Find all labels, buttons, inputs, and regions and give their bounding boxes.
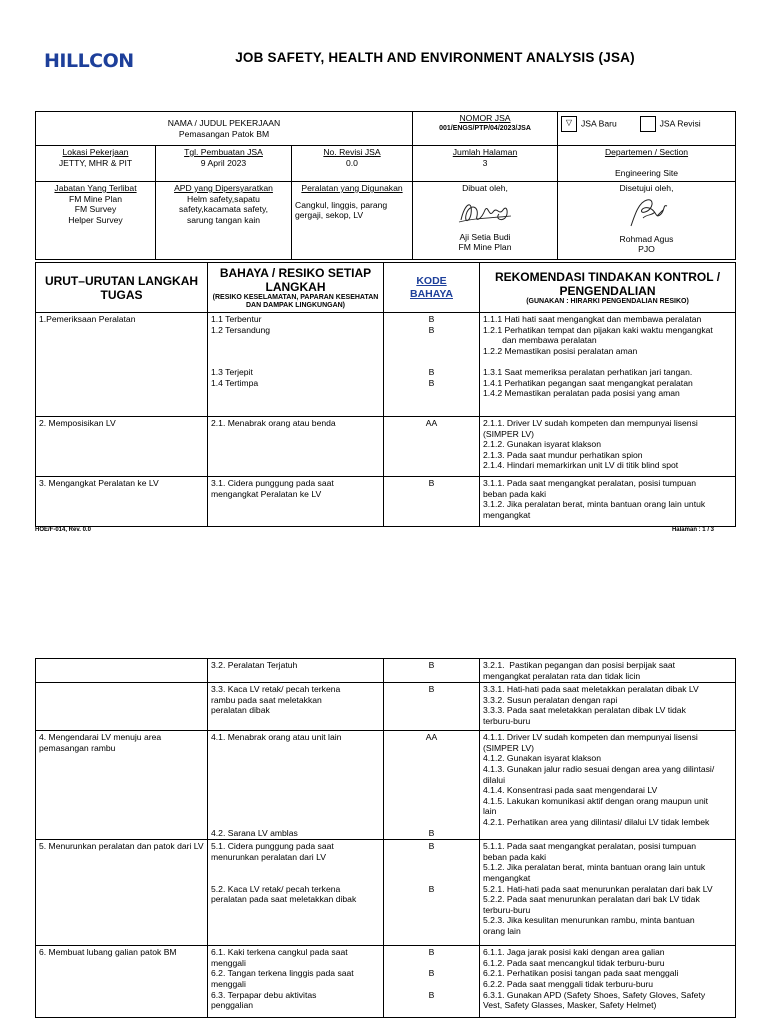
- control-text: 4.1.3. Gunakan jalur radio sesuai dengan area yang dilintasi/: [483, 763, 715, 774]
- prepared-by-cell: [413, 182, 558, 260]
- hazard-code: B: [428, 827, 435, 838]
- control-cell: [480, 659, 736, 683]
- hazard-code: [387, 817, 476, 828]
- hazard-code: B: [428, 841, 435, 852]
- document-title: JOB SAFETY, HEALTH AND ENVIRONMENT ANALYSIS (JSA): [235, 50, 635, 65]
- control-text: 2.1.1. Driver LV sudah kompeten dan mempunyai lisensi: [483, 418, 698, 428]
- approved-by-role: PJO: [638, 244, 655, 255]
- jsa-number-cell: [413, 112, 558, 146]
- header-controls: [480, 263, 736, 313]
- code-cell: [384, 417, 480, 477]
- hazard-text: [211, 785, 380, 796]
- hazard-code: [387, 346, 476, 357]
- control-text: 2.1.4. Hindari memarkirkan unit LV di titik blind spot: [483, 460, 679, 471]
- control-text: 3.3.2. Susun peralatan dengan rapi: [483, 694, 618, 705]
- header-steps: [36, 263, 208, 313]
- hazard-code: B: [428, 314, 435, 324]
- hazard-text: 3.2. Peralatan Terjatuh: [211, 660, 298, 670]
- prepared-signature: [455, 196, 515, 230]
- jsa-row: [36, 477, 736, 527]
- jsa-row: [36, 946, 736, 1018]
- ppe-cell: [156, 182, 292, 260]
- hazard-code: B: [428, 947, 435, 958]
- equipment-label: Peralatan yang Digunakan: [301, 183, 403, 193]
- hazard-text: [211, 764, 380, 775]
- approved-signature: [617, 196, 677, 232]
- info-table: [35, 111, 736, 260]
- roles-cell: [36, 182, 156, 260]
- hazard-text: 2.1. Menabrak orang atau benda: [211, 418, 336, 428]
- department-value: Engineering Site: [614, 167, 679, 178]
- step-cell: [36, 840, 208, 946]
- hazard-code: B: [428, 684, 435, 695]
- control-text: 6.2.1. Perhatikan posisi tangan pada saat menggali: [483, 968, 679, 979]
- control-text: 6.1.1. Jaga jarak posisi kaki dengan area galian: [483, 947, 665, 958]
- hazard-code: [387, 743, 476, 754]
- hazard-cell: [208, 659, 384, 683]
- control-text: 3.2.1. Pastikan pegangan dan posisi berpijak saat: [483, 660, 676, 670]
- control-text: 5.1.1. Pada saat mengangkat peralatan, posisi tumpuan: [483, 841, 697, 852]
- control-text: beban pada kaki: [483, 851, 547, 862]
- hazard-code: B: [428, 968, 435, 979]
- hazard-cell: [208, 946, 384, 1018]
- footer-page-number: Halaman : 1 / 3: [671, 527, 714, 533]
- footer-form-code: HOE/F-014, Rev. 0.0: [35, 527, 91, 533]
- control-text: 6.1.2. Pada saat mencangkul tidak terburu-buru: [483, 957, 665, 968]
- hazard-code: [387, 356, 476, 367]
- control-text: 1.4.2 Memastikan peralatan pada posisi yang aman: [483, 388, 680, 399]
- hazard-cell: [208, 417, 384, 477]
- hazard-text: 1.3 Terjepit: [211, 366, 253, 377]
- hazard-text: [211, 806, 380, 817]
- step-cell: [36, 946, 208, 1018]
- prepared-by-role: FM Mine Plan: [458, 242, 512, 253]
- control-text: 3.3.1. Hati-hati pada saat meletakkan peralatan dibak LV: [483, 684, 699, 695]
- hazard-text: 6.1. Kaki terkena cangkul pada saat: [211, 947, 348, 958]
- control-text: 3.1.2. Jika peralatan berat, minta bantuan orang lain untuk: [483, 499, 706, 510]
- revision-label: No. Revisi JSA: [323, 147, 381, 157]
- control-text: dan membawa peralatan: [483, 335, 597, 346]
- step-cell: [36, 659, 208, 683]
- pages-label: Jumlah Halaman: [452, 147, 518, 157]
- hazard-text: [211, 346, 380, 357]
- hazard-code: [387, 764, 476, 775]
- approved-by-cell: [558, 182, 736, 260]
- ppe-item: Helm safety,sapatu: [187, 193, 260, 204]
- control-text: 5.2.2. Pada saat menurunkan peralatan dari bak LV tidak: [483, 894, 700, 905]
- hazard-text: 4.2. Sarana LV amblas: [211, 827, 298, 838]
- hazard-text: menggali: [211, 957, 246, 968]
- hazard-text: 6.2. Tangan terkena linggis pada saat: [211, 968, 354, 979]
- hazard-text: [211, 335, 380, 346]
- hazard-code: B: [428, 366, 435, 377]
- control-cell: [480, 731, 736, 840]
- control-cell: [480, 313, 736, 417]
- hazard-code: B: [428, 989, 435, 1000]
- hazard-text: [211, 753, 380, 764]
- date-label: Tgl. Pembuatan JSA: [184, 147, 263, 157]
- control-cell: [480, 840, 736, 946]
- hazard-code: [387, 785, 476, 796]
- header-controls-subtext: (GUNAKAN : HIRARKI PENGENDALIAN RESIKO): [526, 297, 689, 305]
- jsa-row: [36, 840, 736, 946]
- control-text: 4.1.2. Gunakan isyarat klakson: [483, 753, 601, 764]
- hazard-text: rambu pada saat meletakkan: [211, 694, 322, 705]
- control-text: 1.1.1 Hati hati saat mengangkat dan membawa peralatan: [483, 314, 702, 324]
- control-text: terburu-buru: [483, 715, 531, 726]
- control-text: Vest, Safety Glasses, Masker, Safety Helmet): [483, 1000, 657, 1011]
- control-text: 1.4.1 Perhatikan pegangan saat mengangkat peralatan: [483, 377, 693, 388]
- role-item: FM Mine Plan: [68, 193, 122, 204]
- jsa-row: [36, 417, 736, 477]
- date-value: 9 April 2023: [200, 157, 247, 168]
- hazard-text: [211, 817, 380, 828]
- jsa-number-label: NOMOR JSA: [459, 113, 511, 123]
- prepared-by-name: Aji Setia Budi: [459, 231, 511, 242]
- hazard-text: 1.4 Tertimpa: [211, 377, 259, 388]
- hazard-text: peralatan dibak: [211, 705, 270, 716]
- hazard-code: B: [428, 324, 435, 335]
- jsa-number-value: 001/ENGS/PTP/04/2023/JSA: [439, 124, 531, 132]
- hazard-code: AA: [425, 418, 438, 428]
- jsa-revisi-checkbox[interactable]: [640, 116, 656, 132]
- equipment-item: Cangkul, linggis, parang: [295, 199, 388, 210]
- step-text: 2. Memposisikan LV: [39, 418, 116, 428]
- control-cell: [480, 946, 736, 1018]
- hazard-text: 6.3. Terpapar debu aktivitas: [211, 989, 317, 1000]
- control-cell: [480, 417, 736, 477]
- jsa-type-cell: [558, 112, 736, 146]
- step-cell: [36, 683, 208, 731]
- job-title-cell: [36, 112, 413, 146]
- hazard-code: B: [428, 883, 435, 894]
- control-text: 2.1.3. Pada saat mundur perhatikan spion: [483, 449, 643, 460]
- department-label: Departemen / Section: [604, 147, 689, 157]
- hazard-text: mengangkat Peralatan ke LV: [211, 488, 322, 499]
- hazard-code: [387, 862, 476, 873]
- jsa-row: [36, 731, 736, 840]
- hazard-code: B: [428, 660, 435, 670]
- equipment-item: gergaji, sekop, LV: [295, 210, 364, 221]
- step-text: 1.Pemeriksaan Peralatan: [39, 314, 136, 324]
- hazard-code: [387, 958, 476, 969]
- hazard-text: 3.1. Cidera punggung pada saat: [211, 478, 334, 488]
- hazard-text: 5.1. Cidera punggung pada saat: [211, 841, 334, 852]
- role-item: FM Survey: [74, 204, 117, 215]
- control-text: mengangkat: [483, 509, 531, 520]
- jsa-baru-label: JSA Baru: [581, 118, 617, 129]
- hazard-cell: [208, 840, 384, 946]
- hazard-text: 4.1. Menabrak orang atau unit lain: [211, 732, 342, 743]
- control-text: mengangkat peralatan rata dan tidak licin: [483, 670, 641, 681]
- hazard-text: menggali: [211, 978, 246, 989]
- company-logo: HILLCON: [44, 50, 134, 72]
- date-cell: [156, 146, 292, 182]
- control-text: 4.1.5. Lakukan komunikasi aktif dengan orang maupun unit: [483, 795, 709, 806]
- location-label: Lokasi Pekerjaan: [62, 147, 129, 157]
- control-text: 2.1.2. Gunakan isyarat klakson: [483, 439, 601, 450]
- pages-cell: [413, 146, 558, 182]
- job-title-label: NAMA / JUDUL PEKERJAAN: [167, 117, 281, 128]
- jsa-row: [36, 659, 736, 683]
- jsa-table-page1: [35, 262, 736, 527]
- control-text: 1.3.1 Saat memeriksa peralatan perhatikan jari tangan.: [483, 366, 693, 377]
- hazard-text: [211, 796, 380, 807]
- code-cell: [384, 731, 480, 840]
- control-text: 4.2.1. Perhatikan area yang dilintasi/ dilalui LV tidak lembek: [483, 816, 710, 827]
- hazard-code: [387, 979, 476, 990]
- header-code-text: KODE BAHAYA: [410, 274, 453, 300]
- hazard-cell: [208, 683, 384, 731]
- code-cell: [384, 840, 480, 946]
- jsa-row: [36, 313, 736, 417]
- control-text: 6.3.1. Gunakan APD (Safety Shoes, Safety Gloves, Safety: [483, 989, 706, 1000]
- hazard-code: [387, 775, 476, 786]
- prepared-by-label: Dibuat oleh,: [462, 183, 508, 193]
- code-cell: [384, 659, 480, 683]
- equipment-cell: [292, 182, 413, 260]
- header-steps-text: URUT–URUTAN LANGKAH TUGAS: [44, 273, 199, 302]
- revision-value: 0.0: [346, 157, 358, 168]
- step-cell: [36, 417, 208, 477]
- control-text: 3.1.1. Pada saat mengangkat peralatan, posisi tumpuan: [483, 478, 697, 488]
- control-text: 5.2.1. Hati-hati pada saat menurunkan peralatan dari bak LV: [483, 883, 713, 894]
- department-cell: [558, 146, 736, 182]
- control-text: dilalui: [483, 774, 505, 785]
- control-text: lain: [483, 806, 497, 817]
- header-hazards: [208, 263, 384, 313]
- hazard-code: AA: [425, 732, 438, 743]
- hazard-text: [211, 743, 380, 754]
- control-text: (SIMPER LV): [483, 742, 534, 753]
- jsa-baru-checkbox[interactable]: ▽: [561, 116, 577, 132]
- location-value: JETTY, MHR & PIT: [58, 157, 133, 168]
- hazard-text: [211, 873, 380, 884]
- hazard-cell: [208, 477, 384, 527]
- hazard-text: 5.2. Kaca LV retak/ pecah terkena: [211, 883, 341, 894]
- hazard-code: B: [428, 377, 435, 388]
- control-text: 4.1.4. Konsentrasi pada saat mengendarai LV: [483, 785, 658, 796]
- control-text: 1.2.1 Perhatikan tempat dan pijakan kaki waktu mengangkat: [483, 324, 713, 335]
- code-cell: [384, 683, 480, 731]
- control-text: 6.2.2. Pada saat menggali tidak terburu-buru: [483, 978, 654, 989]
- jsa-row: [36, 683, 736, 731]
- control-text: 5.1.2. Jika peralatan berat, minta bantuan orang lain untuk: [483, 862, 706, 873]
- hazard-cell: [208, 313, 384, 417]
- hazard-text: penggalian: [211, 1000, 254, 1011]
- control-cell: [480, 477, 736, 527]
- step-text: 5. Menurunkan peralatan dan patok dari LV: [39, 841, 204, 852]
- step-cell: [36, 731, 208, 840]
- ppe-item: safety,kacamata safety,: [179, 204, 268, 215]
- control-text: 3.3.3. Pada saat meletakkan peralatan dibak LV tidak: [483, 705, 686, 716]
- hazard-cell: [208, 731, 384, 840]
- jsa-table-page2: [35, 658, 736, 1018]
- role-item: Helper Survey: [68, 214, 123, 225]
- hazard-text: 1.1 Terbentur: [211, 314, 262, 324]
- hazard-code: [387, 335, 476, 346]
- roles-label: Jabatan Yang Terlibat: [54, 183, 137, 193]
- control-cell: [480, 683, 736, 731]
- hazard-text: peralatan pada saat meletakkan dibak: [211, 894, 357, 905]
- control-text: mengangkat: [483, 872, 531, 883]
- code-cell: [384, 313, 480, 417]
- hazard-text: menurunkan peralatan dari LV: [211, 851, 326, 862]
- job-title-value: Pemasangan Patok BM: [178, 128, 270, 139]
- header-hazards-subtext: (RESIKO KESELAMATAN, PAPARAN KESEHATAN DAN DAMPAK LINGKUNGAN): [212, 293, 379, 309]
- hazard-code: B: [428, 478, 435, 488]
- hazard-text: [211, 356, 380, 367]
- control-text: terburu-buru: [483, 904, 531, 915]
- hazard-code: [387, 852, 476, 863]
- location-cell: [36, 146, 156, 182]
- ppe-item: sarung tangan kain: [186, 214, 261, 225]
- hazard-text: 3.3. Kaca LV retak/ pecah terkena: [211, 684, 341, 695]
- step-text: 4. Mengendarai LV menuju area pemasangan rambu: [39, 732, 162, 753]
- hazard-code: [387, 806, 476, 817]
- header-hazards-text: BAHAYA / RESIKO SETIAP LANGKAH: [219, 265, 372, 294]
- hazard-code: [387, 753, 476, 764]
- jsa-revisi-label: JSA Revisi: [659, 118, 701, 129]
- control-text: orang lain: [483, 925, 521, 936]
- control-text: (SIMPER LV): [483, 428, 534, 439]
- step-cell: [36, 313, 208, 417]
- hazard-text: 1.2 Tersandung: [211, 324, 271, 335]
- header-code: [384, 263, 480, 313]
- control-text: 4.1.1. Driver LV sudah kompeten dan mempunyai lisensi: [483, 732, 698, 743]
- step-cell: [36, 477, 208, 527]
- hazard-text: [211, 862, 380, 873]
- control-text: 5.2.3. Jika kesulitan menurunkan rambu, minta bantuan: [483, 915, 695, 926]
- control-text: beban pada kaki: [483, 488, 547, 499]
- ppe-label: APD yang Dipersyaratkan: [174, 183, 273, 193]
- approved-by-name: Rohmad Agus: [619, 233, 674, 244]
- hazard-code: [387, 796, 476, 807]
- step-text: 6. Membuat lubang galian patok BM: [39, 947, 177, 958]
- control-text: 1.2.2 Memastikan posisi peralatan aman: [483, 345, 638, 356]
- control-text: [483, 356, 732, 367]
- hazard-text: [211, 775, 380, 786]
- code-cell: [384, 477, 480, 527]
- step-text: 3. Mengangkat Peralatan ke LV: [39, 478, 159, 488]
- header-controls-text: REKOMENDASI TINDAKAN KONTROL / PENGENDALIAN: [494, 269, 721, 298]
- approved-by-label: Disetujui oleh,: [619, 183, 674, 193]
- hazard-code: [387, 873, 476, 884]
- pages-value: 3: [482, 157, 488, 168]
- code-cell: [384, 946, 480, 1018]
- revision-cell: [292, 146, 413, 182]
